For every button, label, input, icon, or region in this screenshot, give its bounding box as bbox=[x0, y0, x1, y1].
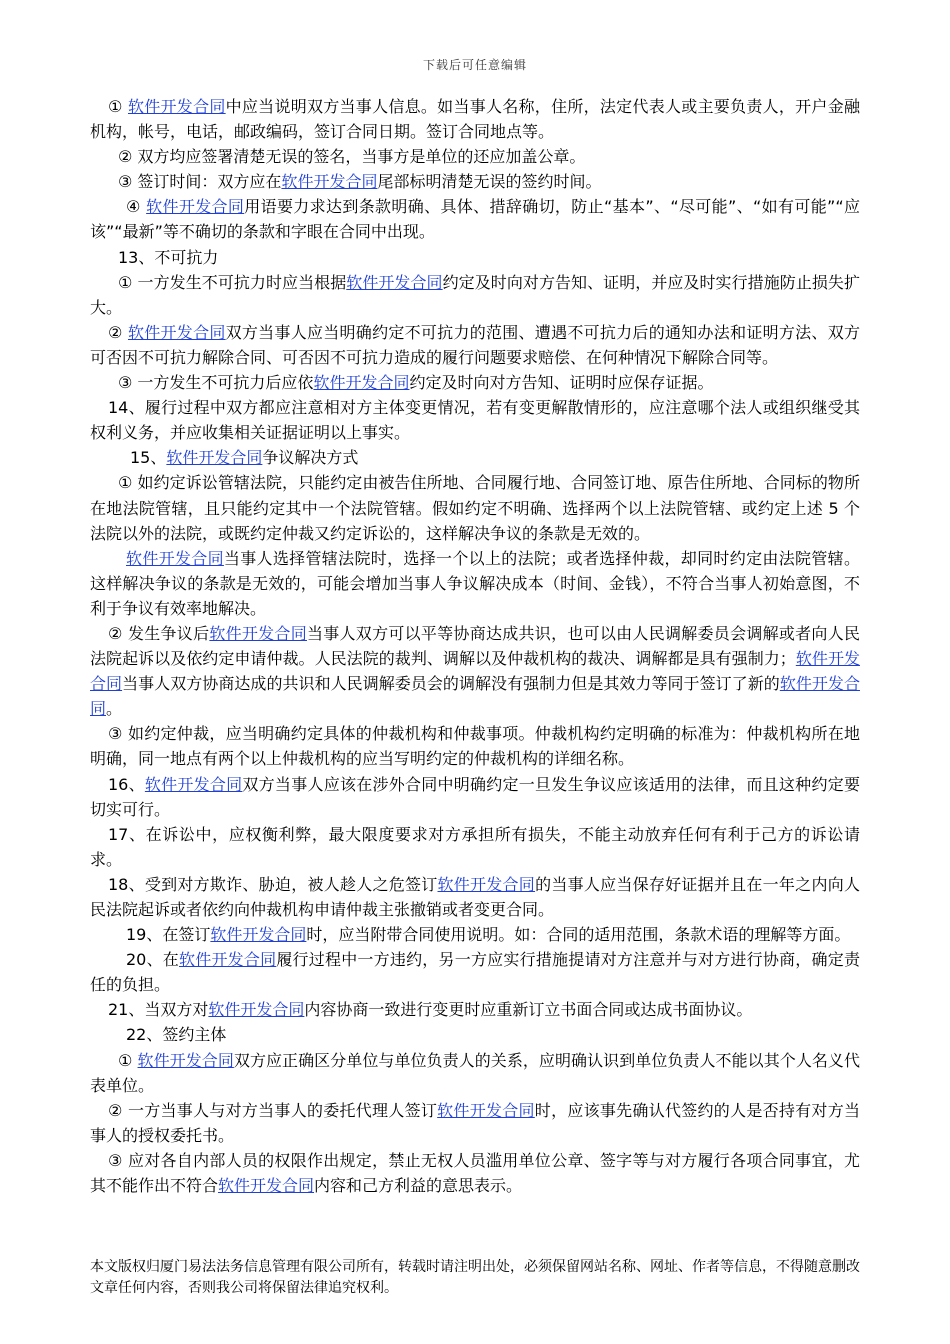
paragraph bbox=[90, 320, 860, 370]
contract-link[interactable]: 软件开发合同 bbox=[210, 925, 307, 945]
paragraph-text: 当事人双方可以平等协商达成共识，也可以由人民调解委员会调解或者向人民法院起诉以及依约定申请仲裁。人民法院的裁判、调解以及仲裁机构的裁决、调解都是具有强制力； bbox=[90, 623, 860, 669]
paragraph bbox=[90, 470, 860, 545]
paragraph bbox=[90, 445, 860, 470]
paragraph-text: 双方应正确区分单位与单位负责人的关系，应明确认识到单位负责人不能以其个人名义代表单位。 bbox=[90, 1050, 860, 1095]
paragraph-text: 18、受到对方欺诈、胁迫，被人趁人之危签订 bbox=[108, 874, 438, 894]
paragraph-text: 内容协商一致进行变更时应重新订立书面合同或达成书面协议。 bbox=[304, 1000, 753, 1020]
paragraph-text: ① 一方发生不可抗力时应当根据 bbox=[118, 272, 347, 292]
paragraph-text: 约定及时向对方告知、证明，并应及时实行措施防止损失扩大。 bbox=[90, 272, 860, 317]
paragraph-text: ① bbox=[118, 1050, 138, 1070]
contract-link[interactable]: 软件开发合同 bbox=[313, 373, 410, 393]
paragraph-text: ③ 如约定仲裁，应当明确约定具体的仲裁机构和仲裁事项。仲裁机构约定明确的标准为：仲裁机构所在地明确，同一地点有两个以上仲裁机构的应当写明约定的仲裁机构的详细名称。 bbox=[90, 724, 860, 769]
paragraph-text: 13、不可抗力 bbox=[118, 247, 219, 267]
contract-link[interactable]: 软件开发合同 bbox=[179, 950, 277, 970]
copyright-footer: 本文版权归厦门易法法务信息管理有限公司所有，转载时请注明出处，必须保留网站名称、网址、作者等信息，不得随意删改文章任何内容，否则我公司将保留法律追究权利。 bbox=[90, 1259, 860, 1296]
paragraph-text: ③ 签订时间：双方应在 bbox=[118, 172, 282, 192]
paragraph-text: 14、履行过程中双方都应注意相对方主体变更情况，若有变更解散情形的，应注意哪个法人或组织继受其权利义务，并应收集相关证据证明以上事实。 bbox=[90, 398, 860, 443]
paragraph-text: ② bbox=[108, 322, 128, 342]
contract-link[interactable]: 软件开发合同 bbox=[90, 674, 860, 719]
paragraph-text: 双方当事人应该在涉外合同中明确约定一旦发生争议应该适用的法律，而且这种约定要切实可行。 bbox=[90, 774, 860, 819]
paragraph-text: 22、签约主体 bbox=[126, 1025, 227, 1045]
paragraph-text: 当事人双方协商达成的共识和人民调解委员会的调解没有强制力但是其效力等同于签订了新的 bbox=[122, 674, 780, 694]
contract-link[interactable]: 软件开发合同 bbox=[146, 197, 245, 217]
paragraph-text: 争议解决方式 bbox=[262, 448, 359, 468]
paragraph-text: 15、 bbox=[130, 448, 167, 468]
paragraph-text: 约定及时向对方告知、证明时应保存证据。 bbox=[409, 373, 714, 393]
contract-link[interactable]: 软件开发合同 bbox=[127, 322, 226, 342]
paragraph bbox=[90, 245, 860, 270]
paragraph-text: ② 双方均应签署清楚无误的签名，当事方是单位的还应加盖公章。 bbox=[118, 147, 586, 167]
paragraph bbox=[90, 947, 860, 997]
paragraph bbox=[90, 922, 860, 947]
paragraph bbox=[90, 997, 860, 1022]
contract-link[interactable]: 软件开发合同 bbox=[437, 874, 536, 894]
paragraph bbox=[90, 772, 860, 822]
paragraph-text: ② 一方当事人与对方当事人的委托代理人签订 bbox=[108, 1100, 438, 1120]
contract-link[interactable]: 软件开发合同 bbox=[137, 1050, 234, 1070]
paragraph-text: 20、在 bbox=[126, 950, 180, 970]
paragraph bbox=[90, 872, 860, 922]
paragraph bbox=[90, 144, 860, 169]
contract-link[interactable]: 软件开发合同 bbox=[209, 623, 307, 643]
contract-link[interactable]: 软件开发合同 bbox=[127, 97, 226, 116]
contract-link[interactable]: 软件开发合同 bbox=[208, 1000, 305, 1020]
paragraph bbox=[90, 370, 860, 395]
contract-link[interactable]: 软件开发合同 bbox=[90, 649, 860, 694]
contract-link[interactable]: 软件开发合同 bbox=[166, 448, 263, 468]
paragraph bbox=[90, 395, 860, 445]
paragraph-text: ① 如约定诉讼管辖法院，只能约定由被告住所地、合同履行地、合同签订地、原告住所地、合同标的物所在地法院管辖，且只能约定其中一个法院管辖。假如约定不明确、选择两个以上法院管辖、或约定上述 5 个法院以外的法院，或既约定仲裁又约定诉讼的，这样解决争议的条款是无效的。 bbox=[90, 473, 860, 543]
paragraph bbox=[90, 1022, 860, 1047]
paragraph-text: ③ 应对各自内部人员的权限作出规定，禁止无权人员滥用单位公章、签字等与对方履行各项合同事宜，尤其不能作出不符合 bbox=[90, 1150, 860, 1196]
paragraph-text: 尾部标明清楚无误的签约时间。 bbox=[377, 172, 602, 192]
paragraph-text: 时，应该事先确认代签约的人是否持有对方当事人的授权委托书。 bbox=[90, 1100, 860, 1145]
paragraph bbox=[90, 270, 860, 320]
paragraph-text: ① bbox=[108, 97, 128, 116]
paragraph-text: 的当事人应当保存好证据并且在一年之内向人民法院起诉或者依约向仲裁机构申请仲裁主张撤销或者变更合同。 bbox=[90, 874, 860, 919]
paragraph-text: 履行过程中一方违约，另一方应实行措施提请对方注意并与对方进行协商，确定责任的负担。 bbox=[90, 950, 860, 995]
paragraph-text: ② 发生争议后 bbox=[108, 623, 210, 643]
document-body bbox=[90, 94, 860, 1198]
paragraph-text: 内容和己方利益的意思表示。 bbox=[314, 1176, 523, 1196]
paragraph-text: ④ bbox=[126, 197, 147, 217]
paragraph-text: 中应当说明双方当事人信息。如当事人名称，住所，法定代表人或主要负责人，开户金融机构，帐号，电话，邮政编码，签订合同日期。签订合同地点等。 bbox=[90, 97, 860, 142]
paragraph bbox=[90, 194, 860, 244]
contract-link[interactable]: 软件开发合同 bbox=[437, 1100, 535, 1120]
paragraph-text: 21、当双方对 bbox=[108, 1000, 209, 1020]
paragraph bbox=[90, 1048, 860, 1098]
paragraph-text: 双方当事人应当明确约定不可抗力的范围、遭遇不可抗力后的通知办法和证明方法、双方可否因不可抗力解除合同、可否因不可抗力造成的履行问题要求赔偿、在何种情况下解除合同等。 bbox=[90, 322, 860, 367]
paragraph-text: 19、在签订 bbox=[126, 925, 211, 945]
contract-link[interactable]: 软件开发合同 bbox=[218, 1176, 315, 1196]
paragraph-text: 用语要力求达到条款明确、具体、措辞确切，防止“基本”、“尽可能”、“如有可能”“应该”“最新”等不确切的条款和字眼在合同中出现。 bbox=[90, 197, 860, 242]
paragraph-text: 当事人选择管辖法院时，选择一个以上的法院；或者选择仲裁，却同时约定由法院管辖。 这样解决争议的条款是无效的，可能会增加当事人争议解决成本（时间、金钱），不符合当事人初始意图，不利于争议有效率地解决。 bbox=[90, 548, 860, 618]
paragraph bbox=[90, 546, 860, 621]
paragraph-text: 16、 bbox=[108, 774, 145, 794]
paragraph bbox=[90, 822, 860, 872]
paragraph bbox=[90, 1098, 860, 1148]
page-header: 下载后可任意编辑 bbox=[422, 58, 527, 72]
paragraph bbox=[90, 721, 860, 771]
paragraph bbox=[90, 1148, 860, 1198]
paragraph-text: 时，应当附带合同使用说明。如：合同的适用范围，条款术语的理解等方面。 bbox=[306, 925, 851, 945]
contract-link[interactable]: 软件开发合同 bbox=[346, 272, 443, 292]
paragraph-text: ③ 一方发生不可抗力后应依 bbox=[118, 373, 314, 393]
paragraph-text: 17、在诉讼中，应权衡利弊，最大限度要求对方承担所有损失，不能主动放弃任何有利于己方的诉讼请求。 bbox=[90, 824, 860, 869]
contract-link[interactable]: 软件开发合同 bbox=[281, 172, 378, 192]
paragraph bbox=[90, 94, 860, 144]
paragraph bbox=[90, 169, 860, 194]
paragraph-text: 。 bbox=[106, 699, 123, 719]
contract-link[interactable]: 软件开发合同 bbox=[144, 774, 243, 794]
contract-link[interactable]: 软件开发合同 bbox=[126, 548, 224, 568]
paragraph bbox=[90, 621, 860, 721]
